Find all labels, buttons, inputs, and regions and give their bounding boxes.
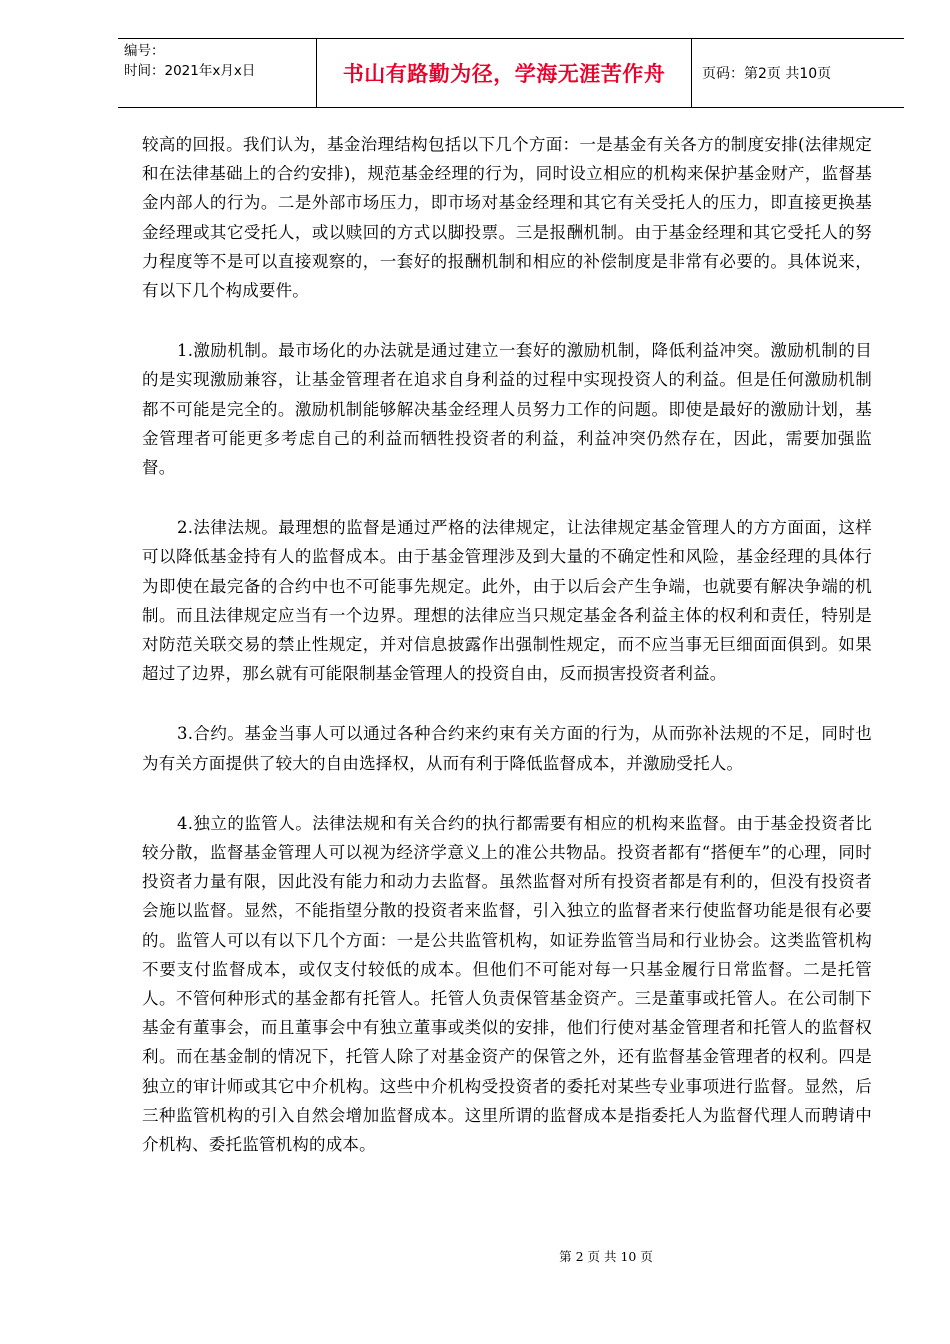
document-body [142,130,872,1190]
page-footer: 第 2 页 共 10 页 [559,1249,653,1264]
header-motto: 书山有路勤为径，学海无涯苦作舟 [316,39,692,107]
page-header [118,38,904,108]
header-page-label: 页码：第2页 共10页 [702,66,832,82]
time-label: 时间：2021年x月x日 [124,63,256,79]
header-meta [118,39,316,107]
paragraph-intro: 较高的回报。我们认为，基金治理结构包括以下几个方面：一是基金有关各方的制度安排(法律规定和在法律基础上的合约安排)，规范基金经理的行为，同时设立相应的机构来保护基金财产，监督基金内部人的行为。二是外部市场压力，即市场对基金经理和其它有关受托人的压力，即直接更换基金经理或其它受托人，或以赎回的方式以脚投票。三是报酬机制。由于基金经理和其它受托人的努力程度等不是可以直接观察的，一套好的报酬机制和相应的补偿制度是非常有必要的。具体说来，有以下几个构成要件。 [142,135,872,301]
paragraph-contract: 3.合约。基金当事人可以通过各种合约来约束有关方面的行为，从而弥补法规的不足，同时也为有关方面提供了较大的自由选择权，从而有利于降低监督成本，并激励受托人。 [142,724,872,773]
paragraph-incentive: 1.激励机制。最市场化的办法就是通过建立一套好的激励机制，降低利益冲突。激励机制的目的是实现激励兼容，让基金管理者在追求自身利益的过程中实现投资人的利益。但是任何激励机制都不可能是完全的。激励机制能够解决基金经理人员努力工作的问题。即使是最好的激励计划，基金管理者可能更多考虑自己的利益而牺牲投资者的利益，利益冲突仍然存在，因此，需要加强监督。 [142,341,872,478]
paragraph-law: 2.法律法规。最理想的监督是通过严格的法律规定，让法律规定基金管理人的方方面面，这样可以降低基金持有人的监督成本。由于基金管理涉及到大量的不确定性和风险，基金经理的具体行为即使在最完备的合约中也不可能事先规定。此外，由于以后会产生争端，也就要有解决争端的机制。而且法律规定应当有一个边界。理想的法律应当只规定基金各利益主体的权利和责任，特别是对防范关联交易的禁止性规定，并对信息披露作出强制性规定，而不应当事无巨细面面俱到。如果超过了边界，那幺就有可能限制基金管理人的投资自由，反而损害投资者利益。 [142,518,872,684]
paragraph-supervisor: 4.独立的监管人。法律法规和有关合约的执行都需要有相应的机构来监督。由于基金投资者比较分散，监督基金管理人可以视为经济学意义上的准公共物品。投资者都有“搭便车”的心理，同时投资者力量有限，因此没有能力和动力去监督。虽然监督对所有投资者都是有利的，但没有投资者会施以监督。显然，不能指望分散的投资者来监督，引入独立的监督者来行使监督功能是很有必要的。监管人可以有以下几个方面：一是公共监管机构，如证券监管当局和行业协会。这类监管机构不要支付监督成本，或仅支付较低的成本。但他们不可能对每一只基金履行日常监督。二是托管人。不管何种形式的基金都有托管人。托管人负责保管基金资产。三是董事或托管人。在公司制下基金有董事会，而且董事会中有独立董事或类似的安排，他们行使对基金管理者和托管人的监督权利。而在基金制的情况下，托管人除了对基金资产的保管之外，还有监督基金管理者的权利。四是独立的审计师或其它中介机构。这些中介机构受投资者的委托对某些专业事项进行监督。显然，后三种监管机构的引入自然会增加监督成本。这里所谓的监督成本是指委托人为监督代理人而聘请中介机构、委托监管机构的成本。 [142,813,872,1155]
serial-label: 编号： [124,43,165,59]
